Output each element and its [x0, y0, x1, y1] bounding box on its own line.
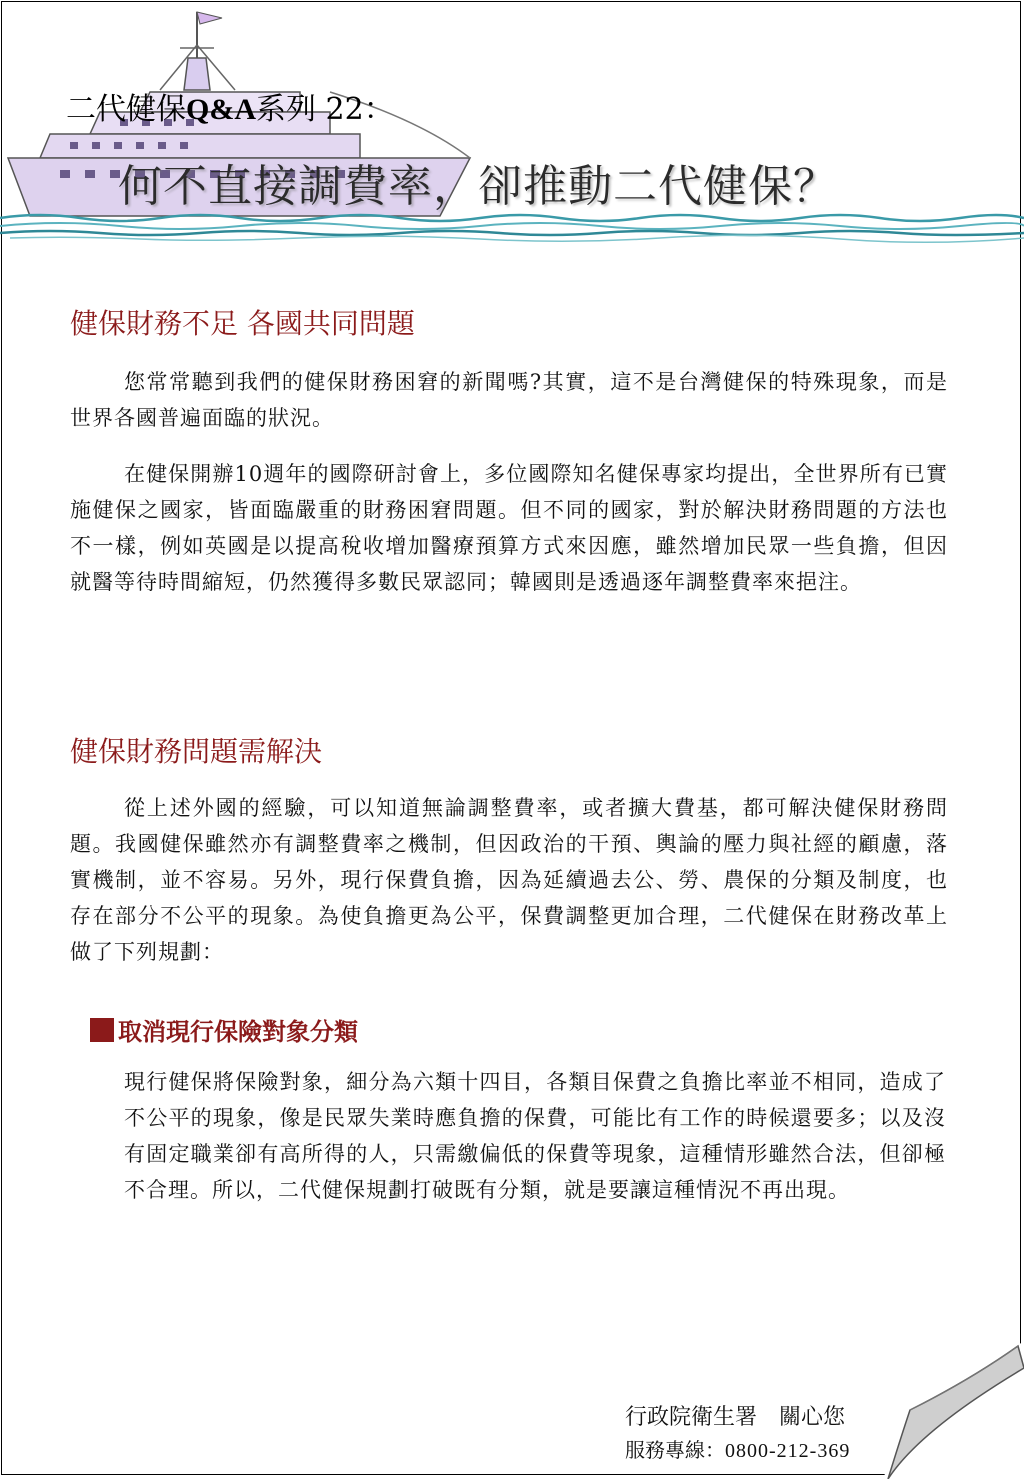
- paragraph: 您常常聽到我們的健保財務困窘的新聞嗎?其實，這不是台灣健保的特殊現象，而是世界各國普遍面臨的狀況。: [70, 370, 948, 430]
- page-title: 何不直接調費率，卻推動二代健保？: [118, 161, 838, 212]
- section-heading-financial-shortage: 健保財務不足 各國共同問題: [70, 307, 415, 340]
- series-label: 二代健保Q&A系列 22：: [66, 92, 394, 127]
- phone-number: 0800-212-369: [725, 1440, 851, 1462]
- bullet-heading-text: 取消現行保險對象分類: [118, 1017, 358, 1046]
- footer-organization: 行政院衛生署 關心您: [625, 1405, 846, 1430]
- square-bullet-icon: [90, 1018, 114, 1042]
- section-heading-financial-solution: 健保財務問題需解決: [70, 735, 323, 768]
- bullet-heading: [90, 1012, 358, 1047]
- paragraph: 從上述外國的經驗，可以知道無論調整費率，或者擴大費基，都可解決健保財務問題。我國健保雖然亦有調整費率之機制，但因政治的干預、輿論的壓力與社經的顧慮，落實機制，並不容易。另外，現行保費負擔，因為延續過去公、勞、農保的分類及制度，也存在部分不公平的現象。為使負擔更為公平，保費調整更加合理，二代健保在財務改革上做了下列規劃：: [70, 796, 948, 964]
- bullet-paragraph: 現行健保將保險對象，細分為六類十四目，各類目保費之負擔比率並不相同，造成了不公平的現象，像是民眾失業時應負擔的保費，可能比有工作的時候還要多；以及沒有固定職業卻有高所得的人，只需繳偏低的保費等現象，這種情形雖然合法，但卻極不合理。所以，二代健保規劃打破既有分類，就是要讓這種情況不再出現。: [124, 1070, 946, 1202]
- paragraph: 在健保開辦10週年的國際研討會上，多位國際知名健保專家均提出，全世界所有已實施健保之國家，皆面臨嚴重的財務困窘問題。但不同的國家，對於解決財務問題的方法也不一樣，例如英國是以提高稅收增加醫療預算方式來因應，雖然增加民眾一些負擔，但因就醫等待時間縮短，仍然獲得多數民眾認同；韓國則是透過逐年調整費率來挹注。: [70, 462, 948, 594]
- footer-service-line: 服務專線：0800-212-369: [625, 1438, 851, 1462]
- page-curl-decoration: [880, 1340, 1024, 1479]
